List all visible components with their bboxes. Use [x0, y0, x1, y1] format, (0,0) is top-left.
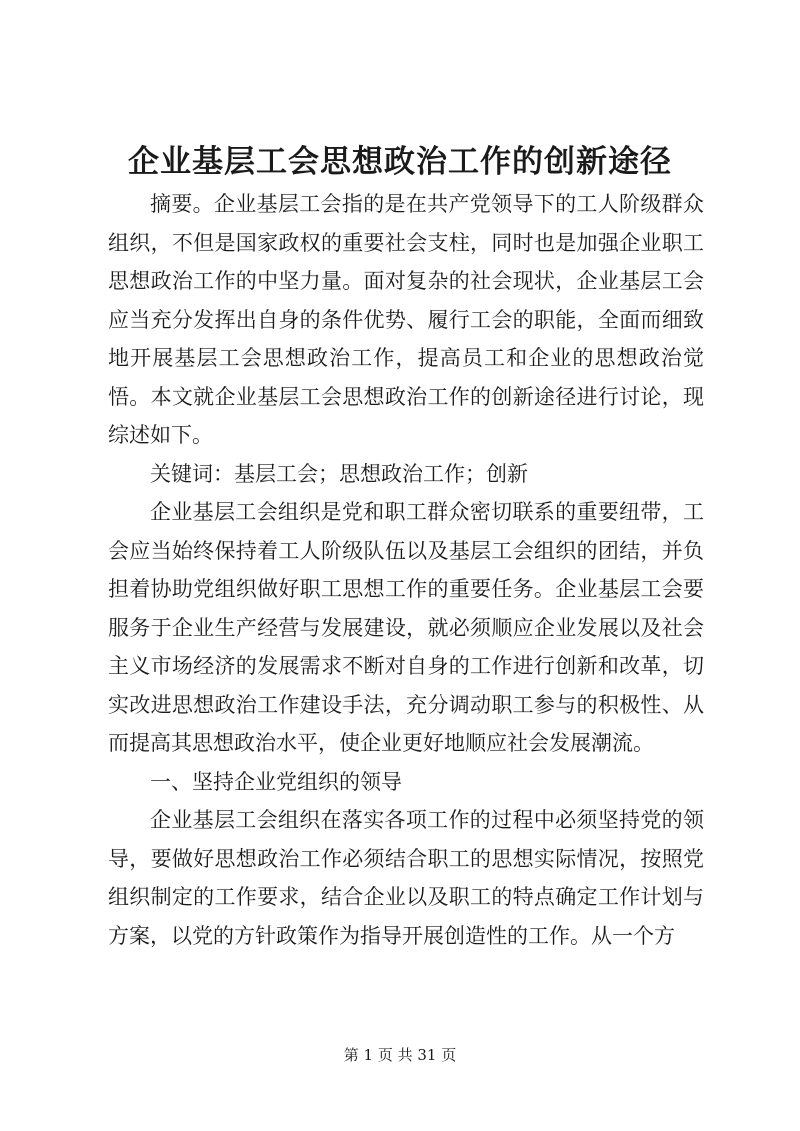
section-heading: 一、坚持企业党组织的领导	[150, 769, 402, 794]
document-title: 企业基层工会思想政治工作的创新途径	[128, 144, 672, 180]
section-paragraph: 企业基层工会组织在落实各项工作的过程中必须坚持党的领导，要做好思想政治工作必须结合职工的思想实际情况，按照党组织制定的工作要求，结合企业以及职工的特点确定工作计划与方案，以党的方针政策作为指导开展创造性的工作。从一个方	[108, 808, 704, 948]
page-footer: 第 1 页 共 31 页	[343, 1046, 457, 1064]
document-body	[108, 185, 704, 955]
intro-paragraph: 企业基层工会组织是党和职工群众密切联系的重要纽带，工会应当始终保持着工人阶级队伍以及基层工会组织的团结，并负担着协助党组织做好职工思想工作的重要任务。企业基层工会要服务于企业生产经营与发展建设，就必须顺应企业发展以及社会主义市场经济的发展需求不断对自身的工作进行创新和改革，切实改进思想政治工作建设手法，充分调动职工参与的积极性、从而提高其思想政治水平，使企业更好地顺应社会发展潮流。	[108, 500, 704, 755]
keywords-line: 关键词：基层工会；思想政治工作；创新	[150, 461, 528, 486]
abstract-paragraph: 摘要。企业基层工会指的是在共产党领导下的工人阶级群众组织，不但是国家政权的重要社会支柱，同时也是加强企业职工思想政治工作的中坚力量。面对复杂的社会现状，企业基层工会应当充分发挥出自身的条件优势、履行工会的职能，全面而细致地开展基层工会思想政治工作，提高员工和企业的思想政治觉悟。本文就企业基层工会思想政治工作的创新途径进行讨论，现综述如下。	[108, 192, 704, 447]
